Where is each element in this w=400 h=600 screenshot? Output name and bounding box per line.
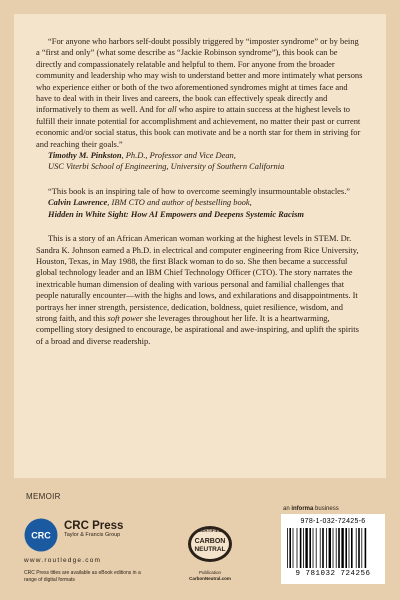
barcode-bar (305, 528, 307, 568)
barcode-bar (349, 528, 350, 568)
endorsement-book-title: Hidden in White Sight: How AI Empowers and Deepens Systemic Racism (48, 208, 304, 219)
isbn-barcode (281, 514, 385, 584)
svg-text:CERTIFIED: CERTIFIED (198, 528, 222, 533)
barcode-bar (313, 528, 314, 568)
barcode-bar (322, 528, 324, 568)
svg-text:CARBON: CARBON (194, 538, 226, 545)
endorsement-quote-2: “This book is an inspiring tale of how to overcome seemingly insurmountable obstacles.” (48, 185, 351, 196)
barcode-bars (287, 528, 379, 568)
barcode-bar (300, 528, 302, 568)
publisher-name: CRC Press (64, 520, 124, 532)
barcode-bar (320, 528, 321, 568)
barcode-bar (336, 528, 337, 568)
svg-text:NEUTRAL: NEUTRAL (194, 546, 226, 553)
endorsement-attribution-1: Timothy M. Pinkston, Ph.D., Professor and Vice Dean, (48, 150, 236, 161)
barcode-bar (303, 528, 304, 568)
publisher-url: www.routledge.com (24, 557, 102, 564)
book-description: This is a story of an African American woman working at the highest levels in STEM. Dr. Sandra K. Johnson earned a Ph.D. in electrical and computer engineering from Rice University, Houston, Texas, in May 1988, the first Black woman to do so. She then became a successful global technology leader and an IBM Chief Technology Officer (CTO). The story narrates the inextricable human dimension of dealing with various personal and familial challenges that people naturally encounter—with the highs and lows, and exhilarations and disappointments. It portrays her inner strength, persistence, dedication, boldness, quiet resilience, wisdom, and strong faith, and this soft power she leverages throughout her life. It is a heartwarming, compelling story designed to encourage, be aspirational and awe-inspiring, and uplift the spirits of a broad and diverse readership. (36, 233, 359, 346)
barcode-bar (358, 528, 360, 568)
barcode-bar (326, 528, 327, 568)
barcode-bar (297, 528, 298, 568)
barcode-bar (356, 528, 357, 568)
isbn-number: 978-1-032-72425-6 (300, 518, 366, 525)
barcode-bar (333, 528, 334, 568)
svg-text:CRC: CRC (31, 530, 51, 541)
crc-press-logo (24, 518, 58, 552)
barcode-bar (351, 528, 353, 568)
barcode-bar (341, 528, 343, 568)
informa-tagline: an informa business (283, 506, 339, 512)
barcode-bar (309, 528, 311, 568)
barcode-bar (338, 528, 340, 568)
barcode-digits: 9 781032 724256 (295, 570, 371, 578)
endorsement-quote-1: “For anyone who harbors self-doubt possibly triggered by “imposter syndrome” or by being a “first and only” (what some describe as “Jackie Robinson syndrome”), this book can be directly and compassionately relatable and helpful to them. For anyone from the broader community and leadership who may wish to understand better and more intimately what persons who experience either or both of the two aforementioned syndromes might at times face and have to deal with in their lives and careers, the book can effectively speak directly and informatively to them as well. And for all who aspire to attain success at the highest levels to fulfill their innate potential for accomplishment and achievement, no matter their past or current economic and/or social status, this book can motivate and be a north star for them in striving for and reaching their goals.” (36, 36, 363, 149)
barcode-bar (345, 528, 347, 568)
barcode-bar (365, 528, 367, 568)
publisher-name-block (64, 520, 123, 539)
publisher-group: Taylor & Francis Group (64, 532, 121, 538)
barcode-bar (287, 528, 288, 568)
barcode-bar (293, 528, 294, 568)
carbon-neutral-caption: Publication CarbonNeutral.com (189, 570, 231, 581)
barcode-bar (289, 528, 291, 568)
category-label: MEMOIR (26, 492, 61, 501)
endorsement-affiliation-1: USC Viterbi School of Engineering, University of Southern California (48, 161, 285, 172)
barcode-bar (329, 528, 331, 568)
barcode-bar (316, 528, 317, 568)
barcode-bar (361, 528, 362, 568)
endorsement-attribution-2: Calvin Lawrence, IBM CTO and author of bestselling book, (48, 197, 252, 208)
back-cover-text-panel (14, 14, 386, 478)
ebook-note: CRC Press titles are available as eBook editions in a range of digital formats (24, 570, 141, 583)
